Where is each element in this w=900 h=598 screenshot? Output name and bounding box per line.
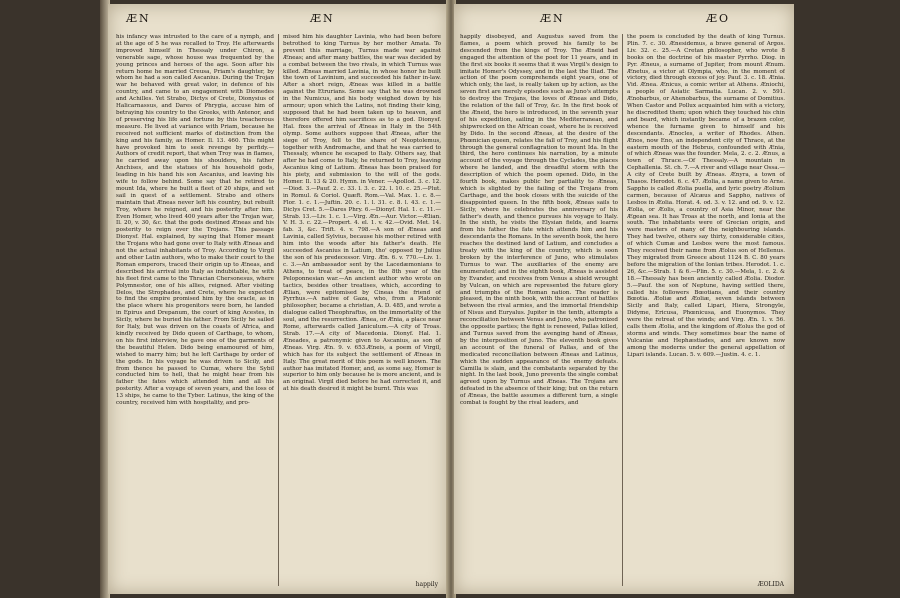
column-rule	[622, 34, 623, 586]
right-catchword: ÆOLIDA	[757, 581, 784, 588]
left-column-1	[116, 34, 274, 586]
right-running-head	[454, 12, 794, 26]
left-head-left: ÆN	[126, 12, 151, 25]
right-head-right: ÆO	[706, 12, 731, 25]
column-rule	[278, 34, 279, 586]
left-catchword: happily	[415, 581, 438, 588]
left-column-2	[283, 34, 441, 586]
left-page	[108, 4, 448, 594]
right-column-1	[460, 34, 618, 586]
right-column-2-text: the poem is concluded by the death of king Turnus. Plin. 7. c. 30. Ænesidemus, a brave general of Argos. Liv. 32. c. 25.—A Cretan philosopher, who wrote 8 books on the doctrine of his master Pyrrho. Diog. in Pyr. Æneus, a surname of Jupiter, from mount Ænum. Ænetus, a victor at Olympia, who, in the moment of victory, died through excess of joy. Pauf. 3. c. 18. Ænia. Vid. Ænea. Ænicus, a comic writer at Athens. Æniochi, a people of Asiatic Sarmatia. Lucan. 2. v. 591. Ænobarbus, or Ahenobarbus, the surname of Domitius. When Castor and Pollux acquainted him with a victory, he discredited them; upon which they touched his chin and beard, which instantly became of a brazen color, whence the furname given to himself and his descendants. Ænocles, a writer of Rhodes. Athen. Ænos, now Eno, an independent city of Thrace, at the eastern mouth of the Hebrus, confounded with Ænia, of which Æneas was the founder. Mela, 2. c. 2. Ænus, a town of Thrace.—Of Thessaly.—A mountain in Cephallenia. St. ch. 7.—A river and village near Ossa.—A city of Crete built by Æneas. Ænyra, a town of Thasos. Herodot. 6. c. 47. Æolia, a name given to Arne. Sappho is called Æolia puella, and lyric poetry Æolium carmen, because of Alcæus and Sappho, natives of Lesbos in Æolia. Horat. 4. od. 3. v. 12. and od. 9. v. 12. Æolia, or Æolis, a country of Asia Minor, near the Ægean sea. It has Troas at the north, and Ionia at the south. The inhabitants were of Grecian origin, and were masters of many of the neighbouring islands. They had twelve, others say thirty, considerable cities, of which Cumæ and Lesbos were the most famous. They received their name from Æolus son of Hellenus. They migrated from Greece about 1124 B. C. 80 years before the migration of the Ionian tribes. Herodot. 1. c. 26, &c.—Strab. 1 & 6.—Plin. 5. c. 30.—Mela, 1. c. 2. & 18.—Thessaly has been anciently called Æolia. Diodor. 5.—Pauf. the son of Neptune, having settled there, called his followers Bœotians, and their country Bœotia. Æoliæ and Æoliæ, seven islands between Sicily and Italy, called Lipari, Hiera, Strongyle, Didyme, Ericusa, Phœnicusa, and Euonymos. They were the retreat of the winds; and Virg. Æn. 1. v. 56. calls them Æolia, and the kingdom of Æolus the god of storms and winds. They sometimes bear the name of Vulcaniæ and Hephæstiades, and are known now among the moderns under the general appellation of Lipari islands. Lucan. 5. v. 609.—Justin. 4. c. 1.	[627, 34, 785, 358]
right-page	[454, 4, 794, 594]
left-running-head	[108, 12, 448, 26]
right-column-1-text: happily disobeyed, and Augustus saved from the flames, a poem which proved his family to be descended from the kings of Troy. The Æneid had engaged the attention of the poet for 11 years, and in the first six books it seems that it was Virgil's design to imitate Homer's Odyssey, and in the last the Iliad. The action of the poem comprehends eight years, one of which only, the last, is really taken up by action, as the seven first are merely episodes such as Juno's attempts to destroy the Trojans, the loves of Æneas and Dido, the relation of the fall of Troy, &c. In the first book of the Æneid, the hero is introduced, in the seventh year of his expedition, sailing in the Mediterranean, and shipwrecked on the African coast, where he is received by Dido. In the second Æneas, at the desire of the Phœnician queen, relates the fall of Troy, and his flight through the general conflagration to mount Ida. In the third, the hero continues his narration, by a minute account of the voyage through the Cyclades, the places where he landed, and the dreadful storm with the description of which the poem opened. Dido, in the fourth book, makes public her partiality to Æneas, which is slighted by the failing of the Trojans from Carthage, and the book closes with the suicide of the disappointed queen. In the fifth book, Æneas sails to Sicily, where he celebrates the anniversary of his father's death, and thence pursues his voyage to Italy. In the sixth, he visits the Elysian fields, and learns from his father the fate which attends him and his descendants the Romans. In the seventh book, the hero reaches the destined land of Latium, and concludes a treaty with the king of the country, which is soon broken by the interference of Juno, who stimulates Turnus to war. The auxiliaries of the enemy are enumerated; and in the eighth book, Æneas is assisted by Evander, and receives from Venus a shield wrought by Vulcan, on which are represented the future glory and triumphs of the Roman nation. The reader is pleased, in the ninth book, with the account of battles between the rival armies, and the immortal friendship of Nisus and Euryalus. Jupiter in the tenth, attempts a reconciliation between Venus and Juno, who patronized the opposite parties; the fight is renewed, Pallas killed, and Turnus saved from the avenging hand of Æneas, by the interposition of Juno. The eleventh book gives an account of the funeral of Pallas, and of the medicated reconciliation between Æneas and Latinus, which the sudden appearance of the enemy defeats. Camilla is slain, and the combatants separated by the night. In the last book, Juno prevents the single combat agreed upon by Turnus and Æneas. The Trojans are defeated in the absence of their king; but on the return of Æneas, the battle assumes a different turn, a single combat is fought by the rival leaders, and	[460, 34, 618, 407]
left-column-1-text: his infancy was intrusted to the care of a nymph, and at the age of 5 he was recalled to Troy. He afterwards improved himself in Thessaly under Chiron, a venerable sage, whose house was frequented by the young princes and heroes of the age. Soon after his return home he married Creusa, Priam's daughter, by whom he had a son called Ascanius. During the Trojan war he behaved with great valor, in defence of his country, and came to an engagement with Diomedes and Achilles. Yet Strabo, Dictys of Crete, Dionysius of Halicarnassus, and Dares of Phrygia, accuse him of betraying his country to the Greeks, with Antenor, and of preserving his life and fortune by this treacherous measure. He lived at variance with Priam, because he received not sufficient marks of distinction from the king and his family, as Homer. Il. 13. 460. This might have provoked him to seek revenge by perfidy.—Authors of credit report, that when Troy was in flames, he carried away upon his shoulders, his father Anchises, and the statues of his household gods, leading in his hand his son Ascanius, and leaving his wife to follow behind. Some say that he retired to mount Ida, where he built a fleet of 20 ships, and set sail in quest of a settlement. Strabo and others maintain that Æneas never left his country, but rebuilt Troy, where he reigned, and his posterity after him. Even Homer, who lived 400 years after the Trojan war, Il. 20, v. 30, &c. that the gods destined Æneas and his posterity to reign over the Trojans. This passage Dionysf. Hal. explained, by saying that Homer meant the Trojans who had gone over to Italy with Æneas and not the actual inhabitants of Troy. According to Virgil and other Latin authors, who to make their court to the Roman emperors, traced their origin up to Æneas, and described his arrival into Italy as indubitable, he with his fleet first came to the Thracian Chersonesus, where Polymnestor, one of his allies, reigned. After visiting Delos, the Strophades, and Crete, where he expected to find the empire promised him by the oracle, as in the place where his progenitors were born, he landed in Epirus and Drepanum, the court of king Acestes, in Sicily, where he buried his father. From Sicily he sailed for Italy, but was driven on the coasts of Africa, and kindly received by Dido queen of Carthage, to whom, on his first interview, he gave one of the garments of the beautiful Helen. Dido being enamoured of him, wished to marry him; but he left Carthage by order of the gods. In his voyage he was driven to Sicily, and from thence he passed to Cumæ, where the Sybil conducted him to hell, that he might hear from his father the fates which attended him and all his posterity. After a voyage of seven years, and the loss of 13 ships, he came to the Tyber. Latinus, the king of the country, received him with hospitality, and pro-	[116, 34, 274, 407]
right-column-2	[627, 34, 785, 586]
left-column-2-text: mised him his daughter Lavinia, who had been before betrothed to king Turnus by her mother Amata. To prevent this marriage, Turnus made war against Æneas; and after many battles, the war was decided by a combat between the two rivals, in which Turnus was killed. Æneas married Lavinia, in whose honor he built the town of Lavinium, and succeeded his father in-law. After a short reign, Æneas was killed in a battle against the Etrurians. Some say that he was drowned in the Numicus, and his body weighed down by his armour; upon which the Latins, not finding their king, supposed that he had been taken up to heaven, and therefore offered him sacrifices as to a god. Dionysf. Hal. fixes the arrival of Æneas in Italy in the 54th olymp. Some authors suppose that Æneas, after the siege of Troy, fell to the share of Neoptolemus, together with Andromache, and that he was carried to Thessaly, whence he escaped to Italy. Others say, that after he had come to Italy, he returned to Troy, leaving Ascanius king of Latium. Æneas has been praised for his piety, and submission to the will of the gods. Homer. Il. 13 & 20. Hymn. in Vener. —Apollod. 3. c. 12.—Diod. 3.—Pauf. 2. c. 33. l. 3. c. 22. l. 10. c. 25.—Plut. in Romul. & Coriol. Quæft. Rom.—Val. Max. 1. c. 8.—Flor. 1. c. 1.—Juftin. 20. c. 1. l. 31. c. 8. l. 43. c. 1.—Diclys Cret. 5.—Dares Phry. 6.—Dionyf. Hal. 1. c. 11.—Strab. 13.—Liv. 1. c. 1.—Virg. Æn.—Aur. Victor.—Ælian. V. H. 3. c. 22.—Propert. 4. el. 1. v. 42.—Ovid. Met. 14. fab. 3, &c. Trift. 4. v. 798.—A son of Æneas and Lavinia, called Sylvius, because his mother retired with him into the woods after his father's death. He succeeded Ascanius in Latium, tho' opposed by Julius the son of his predecessor. Virg. Æn. 6. v. 770.—Liv. 1. c. 3.—An ambassador sent by the Lacedæmonians to Athens, to treat of peace, in the 8th year of the Peloponnesian war.—An ancient author who wrote on tactics, besides other treatises, which, according to Ælian, were epitomised by Cineas the friend of Pyrrhus.—A native of Gaza, who, from a Platonic philosopher, became a christian, A. D. 485, and wrote a dialogue called Theophraftus, on the immortality of the soul, and the resurrection. Ænea, or Ænia, a place near Rome, afterwards called Janiculum.—A city of Troas. Strab. 17.—A city of Macedonia. Dionyf. Hal. 1. Æneades, a patronymic given to Ascanius, as son of Æneas. Virg. Æn. 9. v. 653.Æneis, a poem of Virgil, which has for its subject the settlement of Æneas in Italy. The great merit of this poem is well known. The author has imitated Homer, and, as some say, Homer is superior to him only because he is more ancient, and is an original. Virgil died before he had corrected it, and at his death desired it might be burnt. This was	[283, 34, 441, 393]
left-head-right: ÆN	[310, 12, 335, 25]
right-head-left: ÆN	[540, 12, 565, 25]
